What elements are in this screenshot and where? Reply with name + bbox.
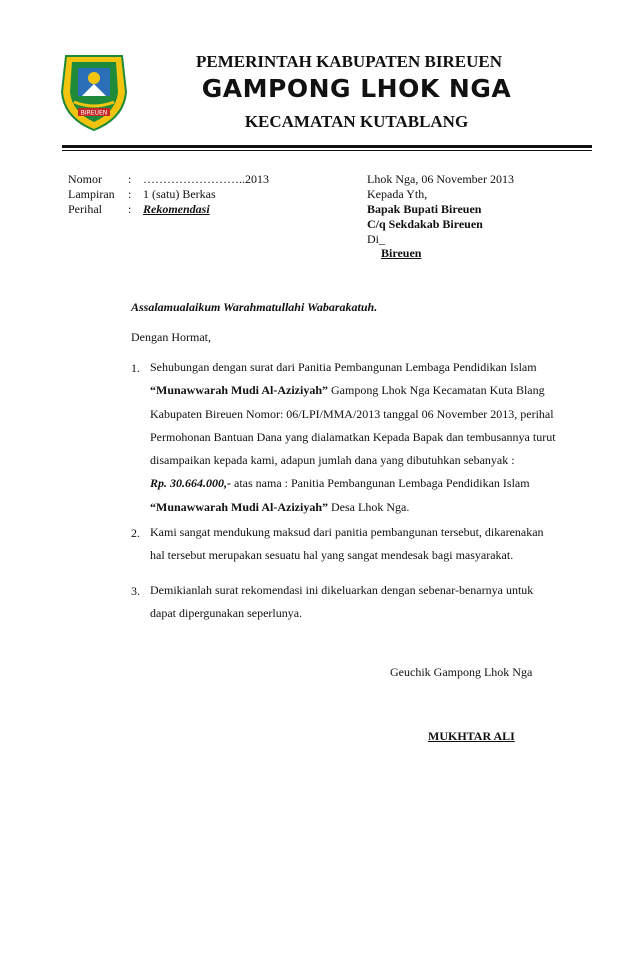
nomor-value: ……………………..2013 [143, 172, 269, 186]
p1-line-e: disampaikan kepada kami, adapun jumlah dana yang dibutuhkan sebanyak : [150, 453, 515, 468]
lampiran-value: 1 (satu) Berkas [143, 187, 216, 201]
signature-name: MUKHTAR ALI [428, 729, 515, 743]
lampiran-colon: : [128, 187, 132, 201]
kop-rule-thick [62, 145, 592, 148]
kop-line-2: GAMPONG LHOK NGA [201, 74, 512, 103]
p3-line-a: Demikianlah surat rekomendasi ini dikeluarkan dengan sebenar-benarnya untuk [150, 583, 534, 597]
perihal-value: Rekomendasi [143, 202, 210, 216]
kop-rule-thin [62, 150, 592, 151]
p1-lembaga-name: “Munawwarah Mudi Al-Aziziyah” [150, 383, 329, 398]
paragraph-3-number: 3. [131, 584, 140, 598]
paragraph-3 [150, 579, 575, 626]
recipient-name-1: Bapak Bupati Bireuen [367, 202, 482, 216]
greeting: Assalamualaikum Warahmatullahi Wabarakatuh. [131, 300, 378, 314]
perihal-label: Perihal [68, 202, 102, 216]
kop-line-3: KECAMATAN KUTABLANG [244, 112, 469, 131]
paragraph-1 [150, 356, 575, 519]
p2-line-b: hal tersebut merupakan sesuatu hal yang sangat mendesak bagi masyarakat. [150, 548, 514, 563]
paragraph-2-number: 2. [131, 526, 140, 540]
nomor-colon: : [128, 172, 132, 186]
recipient-to: Kepada Yth, [367, 187, 428, 201]
recipient-name-2: C/q Sekdakab Bireuen [367, 217, 483, 231]
place-date: Lhok Nga, 06 November 2013 [367, 172, 514, 186]
p1-line-b-rest: Gampong Lhok Nga Kecamatan Kuta Blang [328, 383, 545, 398]
nomor-label: Nomor [68, 172, 102, 186]
recipient-di: Di_ [367, 232, 385, 246]
p1-amount: Rp. 30.664.000,- [150, 476, 231, 491]
kop-line-1: PEMERINTAH KABUPATEN BIREUEN [195, 52, 503, 71]
salutation: Dengan Hormat, [131, 330, 211, 344]
p2-line-a: Kami sangat mendukung maksud dari panitia pembangunan tersebut, dikarenakan [150, 525, 544, 539]
p3-line-b: dapat dipergunakan seperlunya. [150, 606, 303, 621]
p1-line-a: Sehubungan dengan surat dari Panitia Pembangunan Lembaga Pendidikan Islam [150, 360, 537, 374]
p1-line-d: Permohonan Bantuan Dana yang dialamatkan Kepada Bapak dan tembusannya turut [150, 429, 556, 444]
paragraph-2 [150, 521, 575, 568]
signature-title: Geuchik Gampong Lhok Nga [390, 665, 533, 679]
recipient-city: Bireuen [381, 246, 422, 260]
lampiran-label: Lampiran [68, 187, 115, 201]
p1-line-g [150, 496, 575, 519]
p1-line-c: Kabupaten Bireuen Nomor: 06/LPI/MMA/2013 tanggal 06 November 2013, perihal [150, 406, 554, 421]
logo-label: BIREUEN [80, 109, 108, 117]
perihal-colon: : [128, 202, 132, 216]
p1-line-f-rest: atas nama : Panitia Pembangunan Lembaga Pendidikan Islam [231, 476, 530, 491]
p1-line-f [150, 472, 575, 495]
p1-line-g-rest: Desa Lhok Nga. [328, 499, 410, 514]
p1-lembaga-name-2: “Munawwarah Mudi Al-Aziziyah” [150, 499, 329, 514]
paragraph-1-number: 1. [131, 361, 140, 375]
p1-line-b [150, 379, 575, 402]
